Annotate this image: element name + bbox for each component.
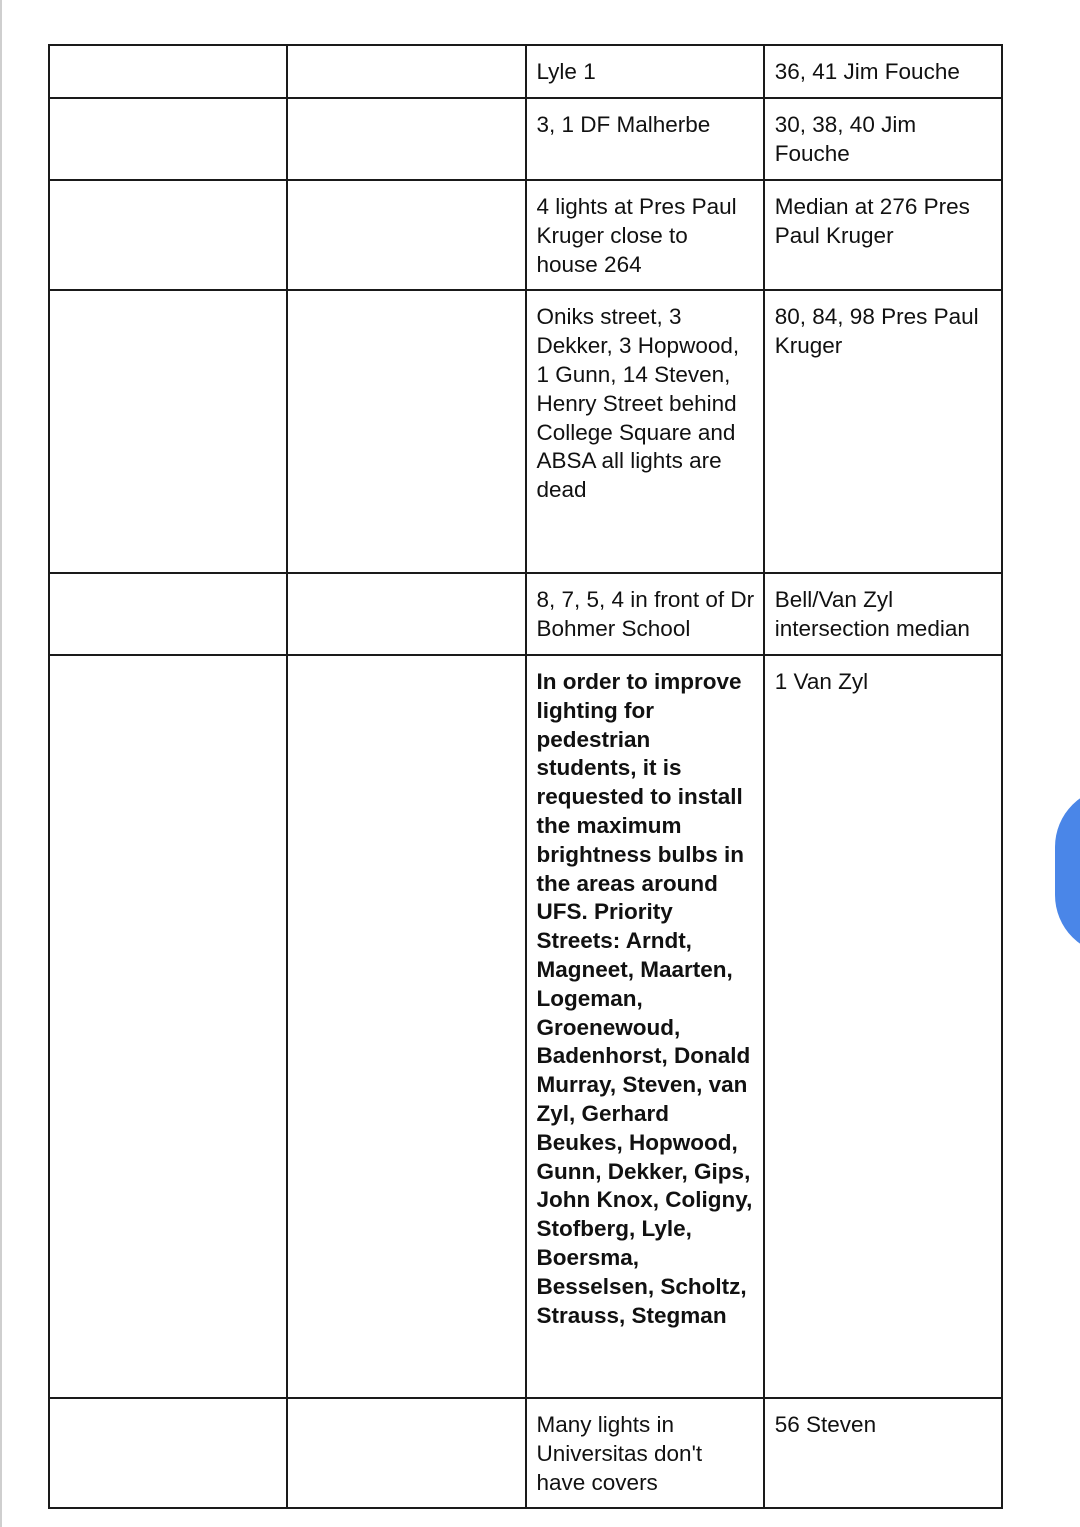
page-edge	[0, 0, 2, 1527]
table-row	[49, 180, 1002, 290]
table-cell-address: Median at 276 Pres Paul Kruger	[764, 180, 1002, 290]
table-cell-col1	[49, 1398, 287, 1508]
table-cell-col2	[287, 98, 525, 180]
street-lights-table	[48, 44, 1003, 1509]
table-cell-location-bold: In order to improve lighting for pedestrian students, it is requested to install the maximum brightness bulbs in the areas around UFS. Priority Streets: Arndt, Magneet, Maarten, Logeman, Groenewoud, Badenhorst, Donald Murray, Steven, van Zyl, Gerhard Beukes, Hopwood, Gunn, Dekker, Gips, John Knox, Coligny, Stofberg, Lyle, Boersma, Besselsen, Scholtz, Strauss, Stegman	[526, 655, 764, 1398]
table-cell-address: 36, 41 Jim Fouche	[764, 45, 1002, 98]
table-cell-col2	[287, 573, 525, 655]
table-cell-address: 80, 84, 98 Pres Paul Kruger	[764, 290, 1002, 573]
table-cell-address: 30, 38, 40 Jim Fouche	[764, 98, 1002, 180]
table-row	[49, 1398, 1002, 1508]
table-cell-col1	[49, 180, 287, 290]
table-cell-location: Oniks street, 3 Dekker, 3 Hopwood, 1 Gunn, 14 Steven, Henry Street behind College Square and ABSA all lights are dead	[526, 290, 764, 573]
table-row	[49, 290, 1002, 573]
table-cell-col2	[287, 655, 525, 1398]
table-row	[49, 573, 1002, 655]
table-cell-col2	[287, 180, 525, 290]
table-cell-address: 1 Van Zyl	[764, 655, 1002, 1398]
table-row	[49, 45, 1002, 98]
table-cell-location: 3, 1 DF Malherbe	[526, 98, 764, 180]
table-cell-col1	[49, 290, 287, 573]
table-row	[49, 98, 1002, 180]
table-cell-location: 8, 7, 5, 4 in front of Dr Bohmer School	[526, 573, 764, 655]
floating-scroll-tab[interactable]	[1055, 787, 1080, 955]
table-cell-col1	[49, 573, 287, 655]
table-cell-col1	[49, 98, 287, 180]
table-cell-col2	[287, 1398, 525, 1508]
table-cell-col2	[287, 45, 525, 98]
table-cell-location: Many lights in Universitas don't have covers	[526, 1398, 764, 1508]
table-cell-address: 56 Steven	[764, 1398, 1002, 1508]
table-cell-location: Lyle 1	[526, 45, 764, 98]
table-cell-address: Bell/Van Zyl intersection median	[764, 573, 1002, 655]
table-cell-col2	[287, 290, 525, 573]
table-cell-location: 4 lights at Pres Paul Kruger close to house 264	[526, 180, 764, 290]
table-row	[49, 655, 1002, 1398]
table-cell-col1	[49, 45, 287, 98]
table-cell-col1	[49, 655, 287, 1398]
